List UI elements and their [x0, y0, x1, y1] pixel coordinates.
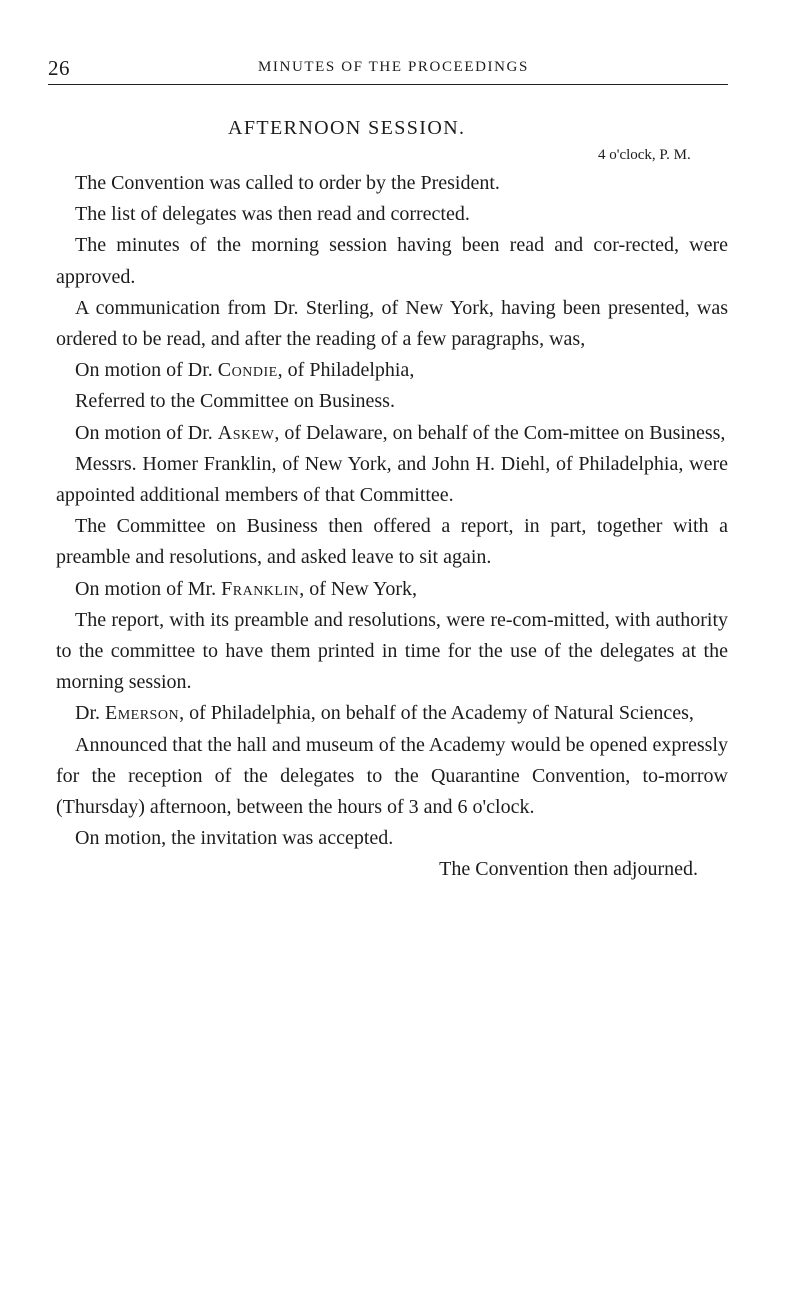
session-time: 4 o'clock, P. M. — [598, 147, 691, 163]
paragraph: Announced that the hall and museum of the Academy would be opened expressly for the reception of the delegates to the Quarantine Convention, to-morrow (Thursday) afternoon, between the hours of 3 and 6 o'clock. — [56, 733, 728, 819]
paragraph: The list of delegates was then read and corrected. — [75, 203, 470, 226]
paragraph — [56, 355, 728, 386]
paragraph: Messrs. Homer Franklin, of New York, and John H. Diehl, of Philadelphia, were appointed additional members of that Committee. — [56, 452, 728, 507]
member-name: Askew — [217, 421, 275, 444]
session-title: AFTERNOON SESSION. — [228, 117, 466, 139]
member-name: Condie — [217, 359, 278, 382]
paragraph: A communication from Dr. Sterling, of New York, having been presented, was ordered to be read, and after the reading of a few paragraphs, was, — [56, 296, 728, 351]
paragraph: Referred to the Committee on Business. — [75, 390, 395, 413]
paragraph: The Convention was called to order by the President. — [75, 172, 500, 194]
paragraph: On motion, the invitation was accepted. — [75, 827, 394, 850]
paragraph — [56, 698, 728, 729]
text-run: , of Philadelphia, on behalf of the Academy of Natural Sciences, — [179, 702, 694, 725]
text-run: On motion of Dr. — [75, 359, 218, 382]
running-head: MINUTES OF THE PROCEEDINGS — [258, 59, 529, 75]
text-run: , of Delaware, on behalf of the Com-mittee on Business, — [274, 421, 726, 444]
paragraph: The Committee on Business then offered a report, in part, together with a preamble and resolutions, and asked leave to sit again. — [56, 515, 728, 569]
closing-line: The Convention then adjourned. — [439, 858, 698, 881]
text-run: , of Philadelphia, — [277, 359, 415, 382]
text-run: Dr. — [75, 702, 105, 725]
text-run: On motion of Mr. — [75, 577, 222, 600]
text-run: , of New York, — [299, 577, 418, 600]
member-name: Franklin — [221, 577, 300, 600]
text-run: On motion of Dr. — [75, 421, 218, 444]
paragraph: The minutes of the morning session having been read and cor-rected, were approved. — [56, 234, 728, 288]
paragraph — [56, 418, 728, 449]
page-number: 26 — [48, 56, 70, 80]
body-text — [56, 168, 728, 886]
paragraph — [56, 574, 728, 605]
page-header — [48, 50, 728, 85]
paragraph: The report, with its preamble and resolutions, were re-com-mitted, with authority to the committee to have them printed in time for the use of the delegates at the morning session. — [56, 608, 728, 694]
member-name: Emerson — [105, 702, 180, 725]
